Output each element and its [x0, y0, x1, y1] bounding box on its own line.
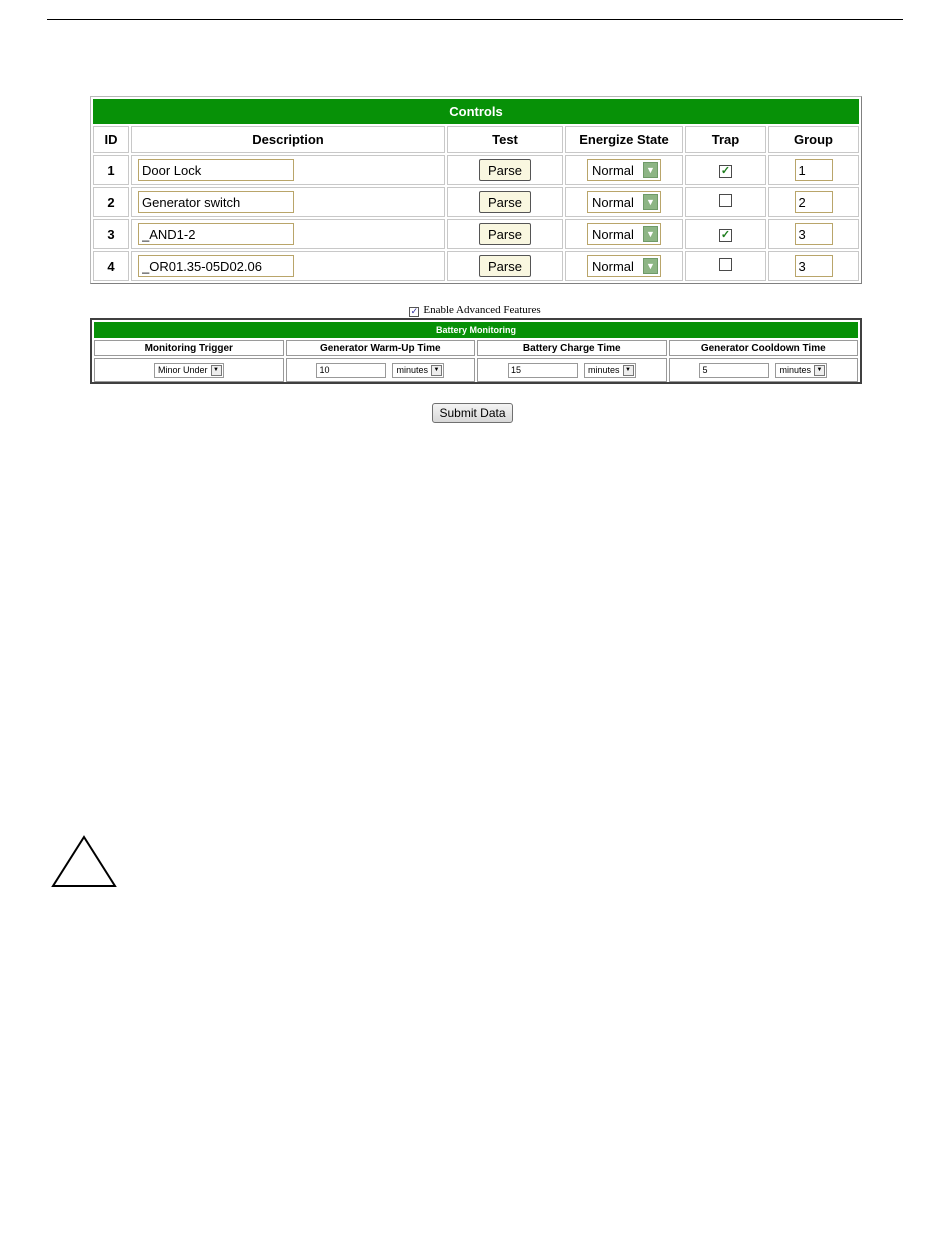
energize-state-select[interactable]	[587, 223, 661, 245]
controls-title: Controls	[93, 99, 859, 124]
caution-triangle-icon	[50, 834, 118, 890]
col-header-trap: Trap	[685, 126, 766, 153]
parse-button[interactable]: Parse	[479, 223, 531, 245]
control-id: 4	[93, 251, 129, 281]
monitoring-trigger-value: Minor Under	[157, 365, 208, 375]
chevron-down-icon: ▼	[643, 258, 658, 274]
cooldown-unit-value: minutes	[779, 365, 811, 375]
trap-checkbox[interactable]: ✓	[720, 229, 731, 241]
chevron-down-icon: ▼	[431, 365, 442, 376]
monitoring-trigger-select[interactable]	[154, 363, 224, 378]
group-input[interactable]	[795, 191, 833, 213]
charge-time-input[interactable]	[508, 363, 578, 378]
submit-data-button[interactable]: Submit Data	[432, 403, 513, 423]
group-input[interactable]	[795, 159, 833, 181]
col-header-description: Description	[131, 126, 445, 153]
battery-monitoring-title: Battery Monitoring	[94, 322, 858, 338]
energize-state-select[interactable]	[587, 255, 661, 277]
energize-state-select[interactable]	[587, 159, 661, 181]
controls-panel	[90, 96, 862, 284]
chevron-down-icon: ▼	[643, 194, 658, 210]
chevron-down-icon: ▼	[623, 365, 634, 376]
chevron-down-icon: ▼	[643, 162, 658, 178]
cooldown-time-input[interactable]	[699, 363, 769, 378]
col-header-energize-state: Energize State	[565, 126, 683, 153]
warmup-unit-value: minutes	[396, 365, 428, 375]
description-input[interactable]	[138, 159, 294, 181]
control-id: 1	[93, 155, 129, 185]
energize-state-value: Normal	[592, 226, 634, 242]
control-id: 3	[93, 219, 129, 249]
parse-button[interactable]: Parse	[479, 255, 531, 277]
energize-state-value: Normal	[592, 162, 634, 178]
chevron-down-icon: ▼	[211, 365, 222, 376]
controls-table	[91, 97, 861, 283]
trap-checkbox[interactable]: ✓	[720, 165, 731, 177]
enable-advanced-checkbox[interactable]: ✓	[410, 307, 419, 317]
parse-button[interactable]: Parse	[479, 159, 531, 181]
col-header-group: Group	[768, 126, 859, 153]
charge-unit-value: minutes	[587, 365, 620, 375]
group-input[interactable]	[795, 255, 833, 277]
trap-checkbox[interactable]	[719, 258, 732, 271]
energize-state-value: Normal	[592, 258, 634, 274]
col-header-id: ID	[93, 126, 129, 153]
battery-monitoring-panel	[90, 318, 862, 384]
col-header-monitoring-trigger: Monitoring Trigger	[94, 340, 284, 356]
warmup-time-input[interactable]	[316, 363, 386, 378]
group-input[interactable]	[795, 223, 833, 245]
description-input[interactable]	[138, 223, 294, 245]
top-rule	[47, 19, 903, 20]
col-header-test: Test	[447, 126, 563, 153]
col-header-warmup-time: Generator Warm-Up Time	[286, 340, 476, 356]
control-row	[93, 155, 859, 185]
col-header-charge-time: Battery Charge Time	[477, 340, 667, 356]
chevron-down-icon: ▼	[814, 365, 825, 376]
warmup-unit-select[interactable]	[392, 363, 444, 378]
enable-advanced-features	[0, 304, 950, 317]
energize-state-value: Normal	[592, 194, 634, 210]
control-row	[93, 251, 859, 281]
trap-checkbox[interactable]	[719, 194, 732, 207]
col-header-cooldown-time: Generator Cooldown Time	[669, 340, 859, 356]
control-row	[93, 187, 859, 217]
energize-state-select[interactable]	[587, 191, 661, 213]
control-id: 2	[93, 187, 129, 217]
battery-monitoring-table	[92, 320, 860, 384]
enable-advanced-label[interactable]: Enable Advanced Features	[423, 304, 541, 316]
description-input[interactable]	[138, 191, 294, 213]
chevron-down-icon: ▼	[643, 226, 658, 242]
control-row	[93, 219, 859, 249]
cooldown-unit-select[interactable]	[775, 363, 827, 378]
parse-button[interactable]: Parse	[479, 191, 531, 213]
description-input[interactable]	[138, 255, 294, 277]
charge-unit-select[interactable]	[584, 363, 636, 378]
